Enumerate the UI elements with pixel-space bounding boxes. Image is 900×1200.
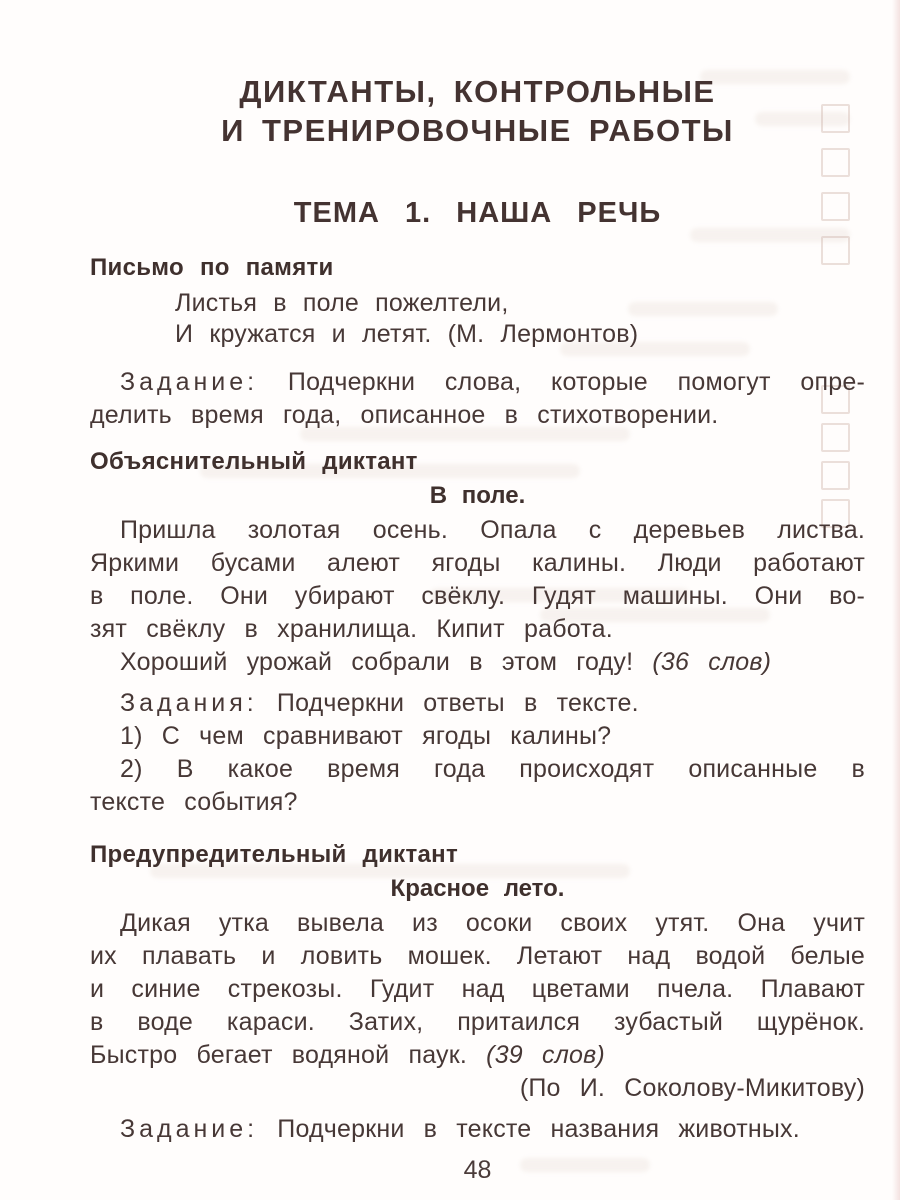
word-count: (39 слов) bbox=[486, 1041, 605, 1069]
page-content bbox=[90, 72, 865, 1185]
body-line: в поле. Они убирают свёклу. Гудят машины. Они во- bbox=[90, 582, 865, 610]
dictation-title: Красное лето. bbox=[390, 875, 565, 902]
attribution: (По И. Соколову-Микитову) bbox=[519, 1074, 865, 1102]
dictation-title: В поле. bbox=[429, 482, 526, 509]
book-title-line2: И ТРЕНИРОВОЧНЫЕ РАБОТЫ bbox=[221, 113, 734, 148]
body-summary-line bbox=[90, 646, 865, 679]
body-line: их плавать и ловить мошек. Летают над водой белые bbox=[90, 942, 865, 970]
memory-writing-task bbox=[90, 366, 865, 432]
body-line: Яркими бусами алеют ягоды калины. Люди работают bbox=[90, 549, 865, 577]
explanatory-tasks bbox=[90, 687, 865, 819]
body-text: Быстро бегает водяной паук. bbox=[90, 1041, 468, 1069]
body-line: и синие стрекозы. Гудит над цветами пчела. Плавают bbox=[90, 975, 865, 1003]
dictation-body bbox=[90, 907, 865, 1105]
task-text: Подчеркни слова, которые помогут опре- bbox=[287, 368, 865, 396]
section-heading-memory-writing: Письмо по памяти bbox=[90, 254, 334, 281]
page-number: 48 bbox=[463, 1156, 492, 1184]
page-edge-shadow bbox=[892, 0, 900, 1200]
task-label: Задания: bbox=[120, 689, 258, 717]
task-text: Подчеркни в тексте названия животных. bbox=[277, 1115, 800, 1143]
book-title-line1: ДИКТАНТЫ, КОНТРОЛЬНЫЕ bbox=[239, 74, 716, 109]
body-line: зят свёклу в хранилища. Кипит работа. bbox=[90, 615, 613, 643]
section-heading-explanatory-dictation: Объяснительный диктант bbox=[90, 448, 418, 475]
question-line: 1) С чем сравнивают ягоды калины? bbox=[120, 722, 612, 750]
poem bbox=[90, 288, 865, 350]
book-title bbox=[90, 72, 865, 150]
tasks-intro-line bbox=[90, 687, 865, 720]
dictation-body bbox=[90, 514, 865, 679]
poem-line: И кружатся и летят. (М. Лермонтов) bbox=[175, 320, 639, 348]
question-line: тексте события? bbox=[90, 788, 298, 816]
theme-heading: ТЕМА 1. НАША РЕЧЬ bbox=[293, 197, 662, 229]
poem-line: Листья в поле пожелтели, bbox=[175, 289, 509, 317]
section-heading-preventive-dictation: Предупредительный диктант bbox=[90, 841, 458, 868]
body-line: Дикая утка вывела из осоки своих утят. Она учит bbox=[120, 909, 865, 937]
task-line bbox=[90, 366, 865, 399]
summary-text: Хороший урожай собрали в этом году! bbox=[120, 648, 634, 676]
body-line: Пришла золотая осень. Опала с деревьев листва. bbox=[120, 516, 865, 544]
body-line: в воде караси. Затих, притаился зубастый щурёнок. bbox=[90, 1008, 865, 1036]
preventive-task-line bbox=[90, 1113, 865, 1146]
task-label: Задание: bbox=[120, 1115, 259, 1143]
task-line: делить время года, описанное в стихотворении. bbox=[90, 401, 719, 429]
tasks-intro: Подчеркни ответы в тексте. bbox=[276, 689, 639, 717]
word-count: (36 слов) bbox=[652, 648, 772, 676]
body-last-line bbox=[90, 1039, 865, 1072]
task-label: Задание: bbox=[120, 368, 259, 396]
question-line: 2) В какое время года происходят описанные в bbox=[120, 755, 865, 783]
